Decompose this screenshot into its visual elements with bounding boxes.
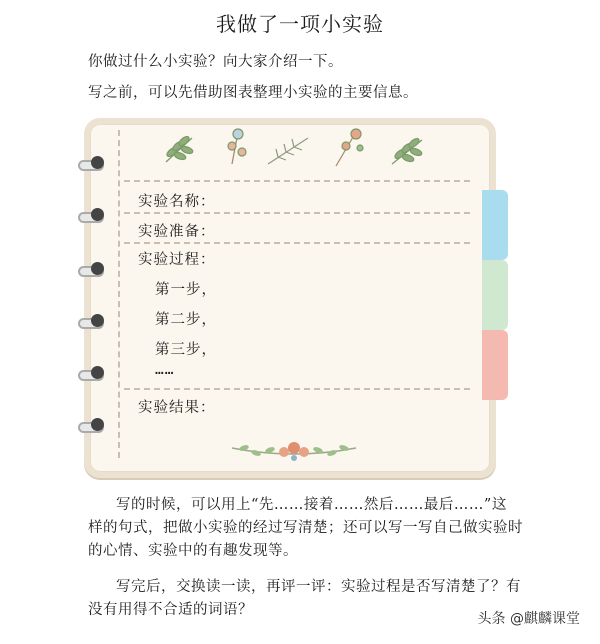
tips-paragraph-1 bbox=[88, 494, 528, 563]
planning-notebook bbox=[84, 118, 496, 478]
tips-line: 写的时候，可以用上“先……接着……然后……最后……”这 bbox=[116, 497, 507, 513]
field-step-1: 第一步， bbox=[155, 282, 217, 298]
notebook-divider bbox=[124, 242, 470, 244]
binder-ring bbox=[78, 366, 108, 380]
binder-ring bbox=[78, 314, 108, 328]
floral-garland-icon bbox=[228, 434, 360, 464]
plant-decoration-icon bbox=[160, 124, 430, 172]
watermark: 头条 @麒麟课堂 bbox=[477, 611, 580, 627]
binder-ring bbox=[78, 208, 108, 222]
field-experiment-process: 实验过程： bbox=[138, 252, 216, 268]
intro-line-2: 写之前，可以先借助图表整理小实验的主要信息。 bbox=[88, 85, 418, 101]
notebook-tab-pink bbox=[482, 330, 508, 400]
field-step-2: 第二步， bbox=[155, 312, 217, 328]
binder-ring bbox=[78, 418, 108, 432]
notebook-divider bbox=[124, 180, 470, 182]
tips-line: 写完后，交换读一读，再评一评：实验过程是否写清楚了？有 bbox=[116, 579, 521, 595]
notebook-tab-green bbox=[482, 260, 508, 330]
page-title: 我做了一项小实验 bbox=[216, 12, 384, 36]
binder-ring bbox=[78, 156, 108, 170]
field-experiment-result: 实验结果： bbox=[138, 400, 216, 416]
tips-line: 样的句式，把做小实验的经过写清楚；还可以写一写自己做实验时 bbox=[88, 520, 523, 536]
field-experiment-prep: 实验准备： bbox=[138, 224, 216, 240]
notebook-tab-blue bbox=[482, 190, 508, 260]
field-step-3: 第三步， bbox=[155, 342, 217, 358]
tips-paragraph-2 bbox=[88, 576, 528, 622]
notebook-divider bbox=[124, 388, 470, 390]
field-experiment-name: 实验名称： bbox=[138, 194, 216, 210]
tips-line: 的心情、实验中的有趣发现等。 bbox=[88, 543, 298, 559]
intro-line-1: 你做过什么小实验？向大家介绍一下。 bbox=[88, 54, 343, 70]
field-ellipsis: …… bbox=[155, 362, 175, 378]
notebook-divider bbox=[124, 212, 470, 214]
notebook-margin-line bbox=[118, 130, 120, 458]
tips-line: 没有用得不合适的词语？ bbox=[88, 602, 253, 618]
binder-ring bbox=[78, 262, 108, 276]
